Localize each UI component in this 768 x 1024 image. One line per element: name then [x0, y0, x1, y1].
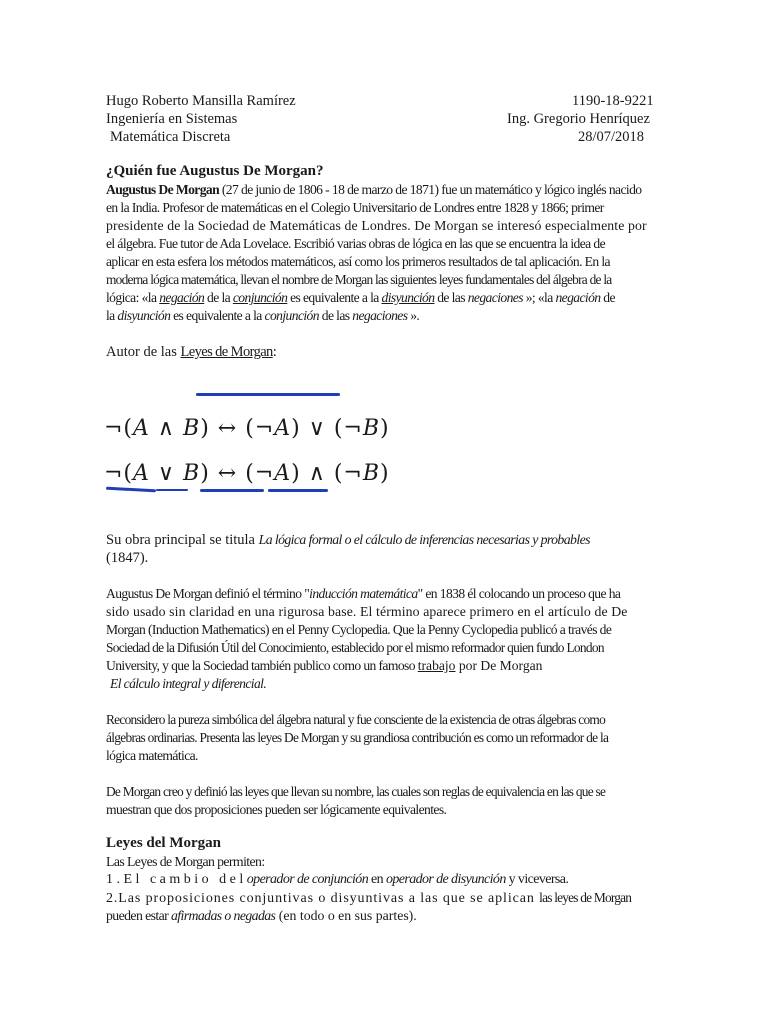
bio-line-1: Augustus De Morgan (27 de junio de 1806 - 18 de marzo de 1871) fue un matemático y lógico inglés nacido — [106, 182, 642, 197]
formula-de-morgan-2: ¬(A ∨ B) ↔ (¬A) ∧ (¬B) — [104, 461, 390, 486]
leyes-title: Leyes del Morgan — [106, 835, 221, 851]
career: Ingeniería en Sistemas — [106, 111, 238, 127]
link-trabajo[interactable]: trabajo — [417, 658, 456, 673]
date: 28/07/2018 — [578, 129, 645, 145]
course: Matemática Discreta — [110, 129, 231, 145]
link-negacion[interactable]: negación — [159, 290, 205, 305]
annotation-stroke-1 — [106, 487, 156, 493]
annotation-stroke-4 — [268, 489, 328, 492]
induccion-line-4: Sociedad de la Difusión Útil del Conocimiento, establecido por el mismo reformador quien fundo London — [106, 640, 604, 655]
obra-title: La lógica formal o el cálculo de inferencias necesarias y probables — [258, 532, 590, 547]
definio-line-1: De Morgan creo y definió las leyes que llevan su nombre, las cuales son reglas de equivalencia en las que se — [106, 784, 606, 799]
reconsidero-line-2: álgebras ordinarias. Presenta las leyes De Morgan y su grandiosa contribución es como un reformador de la — [106, 730, 609, 745]
instructor: Ing. Gregorio Henríquez — [507, 111, 650, 127]
formula-de-morgan-1: ¬(A ∧ B) ↔ (¬A) ∨ (¬B) — [104, 416, 390, 441]
leyes-intro: Las Leyes de Morgan permiten: — [106, 854, 265, 869]
link-disyuncion[interactable]: disyunción — [381, 290, 435, 305]
bio-line-3: presidente de la Sociedad de Matemáticas de Londres. De Morgan se interesó especialmente por — [106, 218, 647, 233]
definio-line-2: muestran que dos proposiciones pueden ser lógicamente equivalentes. — [106, 802, 447, 817]
leyes-item-3: pueden estar afirmadas o negadas (en todo o en sus partes). — [106, 908, 417, 923]
bio-name: Augustus De Morgan — [106, 182, 220, 197]
student-id: 1190-18-9221 — [572, 93, 654, 109]
induccion-line-6: El cálculo integral y diferencial. — [110, 676, 267, 691]
reconsidero-line-3: lógica matemática. — [106, 748, 198, 763]
induccion-line-3: Morgan (Induction Mathematics) en el Penny Cyclopedia. Que la Penny Cyclopedia publicó a través de — [106, 622, 612, 637]
link-leyes-de-morgan[interactable]: Leyes de Morgan — [180, 344, 273, 360]
obra-line-2: (1847). — [106, 550, 149, 566]
leyes-item-1: 1 . E l c a m b i o d e l operador de conjunción en operador de disyunción y viceversa. — [106, 872, 569, 887]
annotation-stroke-2 — [156, 489, 188, 491]
reconsidero-line-1: Reconsidero la pureza simbólica del álgebra natural y fue consciente de la existencia de otras álgebras como — [106, 712, 606, 727]
bio-line-7: lógica: «la negación de la conjunción es equivalente a la disyunción de las negaciones »; «la negación de — [106, 290, 615, 305]
leyes-item-2: 2.Las proposiciones conjuntivas o disyuntivas a las que se aplican las leyes de Morgan — [106, 890, 632, 906]
bio-line-8: la disyunción es equivalente a la conjunción de las negaciones ». — [106, 308, 420, 323]
bio-line-5: aplicar en esta esfera los métodos matemáticos, así como los primeros resultados de tal aplicación. En la — [106, 254, 610, 269]
author-name: Hugo Roberto Mansilla Ramírez — [106, 93, 296, 109]
induccion-line-2: sido usado sin claridad en una rigurosa base. El término aparece primero en el artículo de De — [106, 604, 628, 619]
annotation-stroke-top — [196, 393, 340, 396]
bio-line-4: el álgebra. Fue tutor de Ada Lovelace. Escribió varias obras de lógica en las que se encuentra la idea de — [106, 236, 606, 251]
bio-line-6: moderna lógica matemática, llevan el nombre de Morgan las siguientes leyes fundamentales del álgebra de la — [106, 272, 612, 287]
obra-line-1: Su obra principal se titula La lógica formal o el cálculo de inferencias necesarias y probables — [106, 532, 590, 548]
induccion-line-5: University, y que la Sociedad también publico como un famoso trabajo por De Morgan — [106, 658, 543, 673]
section-title: ¿Quién fue Augustus De Morgan? — [106, 163, 324, 179]
annotation-stroke-3 — [200, 489, 264, 492]
link-conjuncion[interactable]: conjunción — [232, 290, 288, 305]
induccion-line-1: Augustus De Morgan definió el término "inducción matemática" en 1838 él colocando un proceso que ha — [106, 586, 621, 601]
bio-line-2: en la India. Profesor de matemáticas en el Colegio Universitario de Londres entre 1828 y 1866; primer — [106, 200, 604, 215]
autor-line: Autor de las Leyes de Morgan: — [106, 344, 277, 360]
